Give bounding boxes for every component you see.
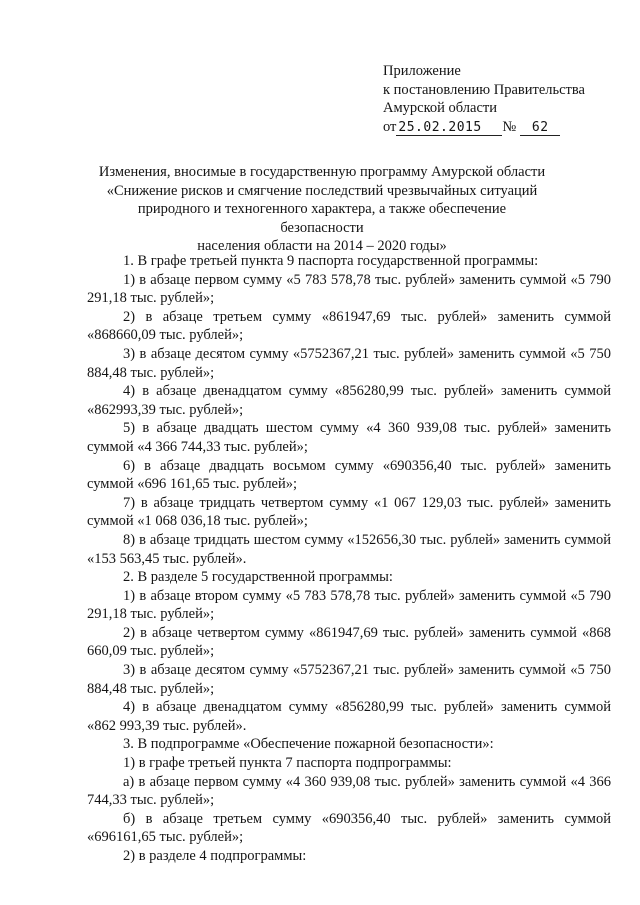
date-value: 25.02.2015 xyxy=(396,120,502,136)
section-heading: 1. В графе третьей пункта 9 паспорта государственной программы: xyxy=(123,253,539,269)
amendment-item: 2) в абзаце четвертом сумму «861947,69 тыс. рублей» заменить суммой «868 660,09 тыс. рублей»; xyxy=(87,624,611,660)
subsection-heading: 2) в разделе 4 подпрограммы: xyxy=(123,848,307,864)
amendment-item: 4) в абзаце двенадцатом сумму «856280,99 тыс. рублей» заменить суммой «862993,39 тыс. рублей»; xyxy=(87,383,611,418)
appendix-resolution-line: к постановлению Правительства xyxy=(383,81,585,98)
amendment-item: 2) в абзаце третьем сумму «861947,69 тыс. рублей» заменить суммой «868660,09 тыс. рублей»; xyxy=(87,308,611,344)
amendment-item: 7) в абзаце тридцать четвертом сумму «1 067 129,03 тыс. рублей» заменить суммой «1 068 036,18 тыс. рублей»; xyxy=(87,494,611,530)
title-line: Изменения, вносимые в государственную программу Амурской области xyxy=(98,164,546,180)
amendment-item: 5) в абзаце двадцать шестом сумму «4 360 939,08 тыс. рублей» заменить суммой «4 366 744,33 тыс. рублей»; xyxy=(87,420,611,455)
appendix-region-line: Амурской области xyxy=(383,100,497,116)
amendment-item: 6) в абзаце двадцать восьмом сумму «690356,40 тыс. рублей» заменить суммой «696 161,65 тыс. рублей»; xyxy=(87,457,611,493)
subsection-heading: 1) в графе третьей пункта 7 паспорта подпрограммы: xyxy=(123,755,452,772)
appendix-heading: Приложение xyxy=(383,63,461,79)
section-heading: 3. В подпрограмме «Обеспечение пожарной безопасности»: xyxy=(123,736,494,753)
amendment-item: 3) в абзаце десятом сумму «5752367,21 тыс. рублей» заменить суммой «5 750 884,48 тыс. рублей»; xyxy=(87,345,611,381)
title-line: природного и техногенного характера, а также обеспечение безопасности xyxy=(137,201,507,236)
section-heading: 2. В разделе 5 государственной программы: xyxy=(123,569,393,586)
appendix-block xyxy=(383,62,623,136)
title-line: населения области на 2014 – 2020 годы» xyxy=(197,238,447,254)
amendment-item: 1) в абзаце первом сумму «5 783 578,78 тыс. рублей» заменить суммой «5 790 291,18 тыс. рублей»; xyxy=(87,271,611,307)
amendment-item: а) в абзаце первом сумму «4 360 939,08 тыс. рублей» заменить суммой «4 366 744,33 тыс. рублей»; xyxy=(87,773,611,809)
amendment-item: 4) в абзаце двенадцатом сумму «856280,99 тыс. рублей» заменить суммой «862 993,39 тыс. рублей». xyxy=(87,699,611,734)
document-title xyxy=(96,163,548,256)
appendix-date-number-line xyxy=(383,118,623,137)
document-body xyxy=(87,252,611,866)
amendment-item: 3) в абзаце десятом сумму «5752367,21 тыс. рублей» заменить суммой «5 750 884,48 тыс. рублей»; xyxy=(87,662,611,697)
title-line: «Снижение рисков и смягчение последствий чрезвычайных ситуаций xyxy=(106,182,538,199)
amendment-item: б) в абзаце третьем сумму «690356,40 тыс. рублей» заменить суммой «696161,65 тыс. рублей»; xyxy=(87,810,611,846)
number-prefix: № xyxy=(502,118,517,135)
amendment-item: 8) в абзаце тридцать шестом сумму «152656,30 тыс. рублей» заменить суммой «153 563,45 тыс. рублей». xyxy=(87,531,611,567)
amendment-item: 1) в абзаце втором сумму «5 783 578,78 тыс. рублей» заменить суммой «5 790 291,18 тыс. рублей»; xyxy=(87,587,611,623)
date-prefix: от xyxy=(383,118,397,135)
number-value: 62 xyxy=(520,120,560,136)
